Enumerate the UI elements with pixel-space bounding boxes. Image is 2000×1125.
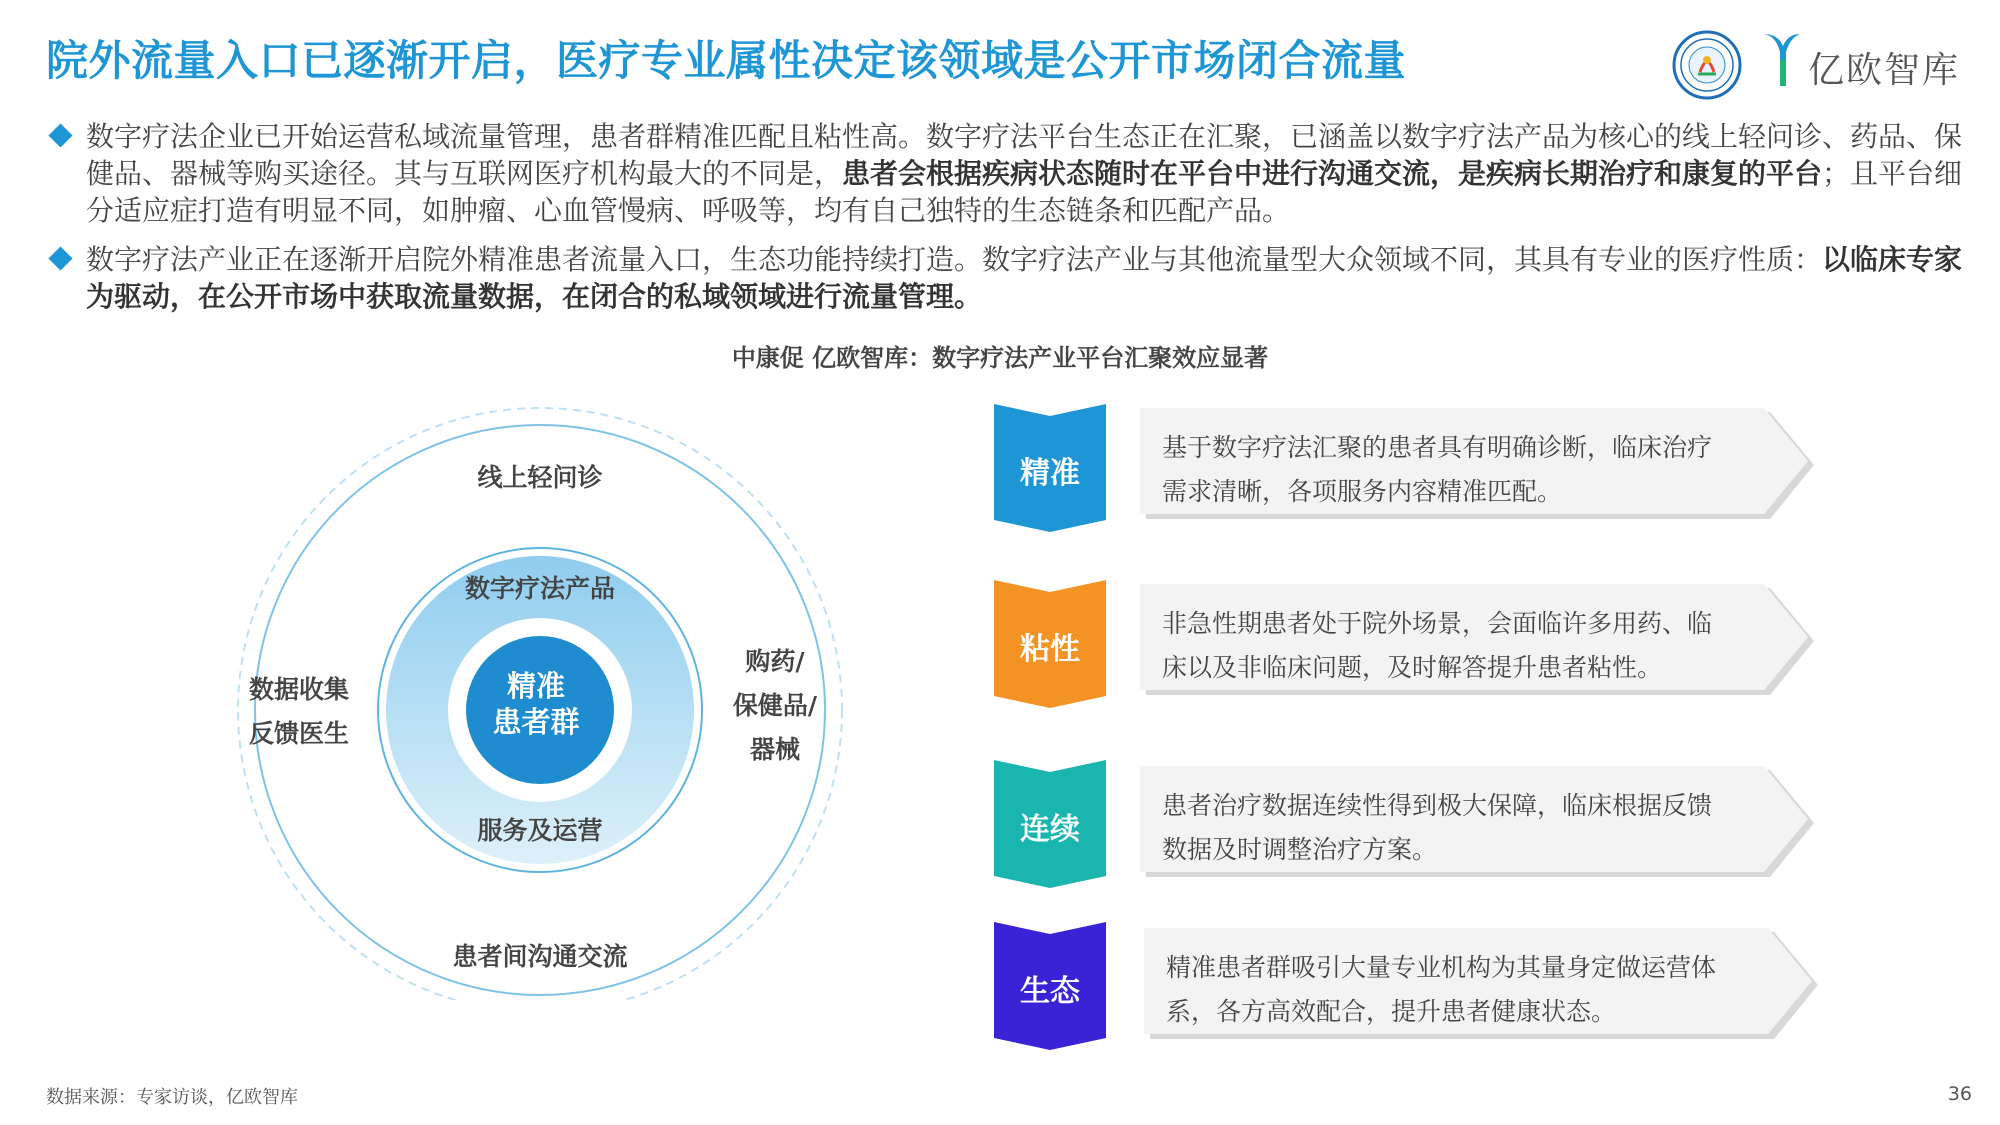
inner-label-top: 数字疗法产品 (464, 574, 615, 603)
data-source: 数据来源：专家访谈，亿欧智库 (46, 1087, 298, 1108)
bullet-text-bold: 以临床专家为驱动，在公开市场中获取流量数据，在闭合的私域领域进行流量管理。 (86, 243, 1963, 313)
tag-label: 精准 (1020, 456, 1080, 491)
diamond-bullet-icon (48, 246, 72, 270)
diagram-title: 中康促 亿欧智库：数字疗法产业平台汇聚效应显著 (731, 344, 1269, 372)
logo-text: 亿欧智库 (1808, 50, 1961, 91)
feature-description: 精准患者群吸引大量专业机构为其量身定做运营体系，各方高效配合，提升患者健康状态。 (1166, 953, 1717, 1026)
outer-label-bottom: 患者间沟通交流 (452, 942, 628, 971)
yiou-logo-icon (1762, 30, 1802, 88)
outer-label-right: 购药/ 保健品/ 器械 (732, 647, 818, 764)
bullet-text-bold: 患者会根据疾病状态随时在平台中进行沟通交流，是疾病长期治疗和康复的平台 (842, 157, 1823, 190)
outer-label-left: 数据收集 反馈医生 (248, 675, 349, 748)
tag-label: 粘性 (1020, 632, 1080, 667)
tag-label: 连续 (1020, 812, 1080, 847)
bullet-text: ；且平台细分适应症打造有明显不同，如肿瘤、心血管慢病、呼吸等，均有自己独特的生态链条和匹配产品。 (86, 157, 1963, 227)
bullet-list (46, 118, 1966, 327)
page-number: 36 (1947, 1083, 1972, 1105)
bullet-text: 数字疗法产业正在逐渐开启院外精准患者流量入口，生态功能持续打造。数字疗法产业与其他流量型大众领域不同，其具有专业的医疗性质： (86, 243, 1823, 276)
feature-description: 基于数字疗法汇聚的患者具有明确诊断，临床治疗需求清晰，各项服务内容精准匹配。 (1162, 433, 1713, 506)
feature-description: 患者治疗数据连续性得到极大保障，临床根据反馈数据及时调整治疗方案。 (1162, 791, 1713, 864)
center-label: 精准 患者群 (492, 669, 580, 739)
partner-seal-logo (1672, 30, 1742, 100)
page-title: 院外流量入口已逐渐开启，医疗专业属性决定该领域是公开市场闭合流量 (46, 36, 1407, 85)
feature-description: 非急性期患者处于院外场景，会面临许多用药、临床以及非临床问题，及时解答提升患者粘性。 (1162, 609, 1713, 682)
inner-label-bottom: 服务及运营 (477, 816, 603, 845)
tag-label: 生态 (1020, 974, 1080, 1009)
outer-label-top: 线上轻问诊 (477, 463, 603, 492)
bullet-item (46, 241, 1966, 315)
bullet-item (46, 118, 1966, 229)
bullet-text: 数字疗法企业已开始运营私域流量管理，患者群精准匹配且粘性高。数字疗法平台生态正在汇聚，已涵盖以数字疗法产品为核心的线上轻问诊、药品、保健品、器械等购买途径。其与互联网医疗机构最大的不同是， (86, 120, 1963, 190)
diamond-bullet-icon (48, 123, 72, 147)
